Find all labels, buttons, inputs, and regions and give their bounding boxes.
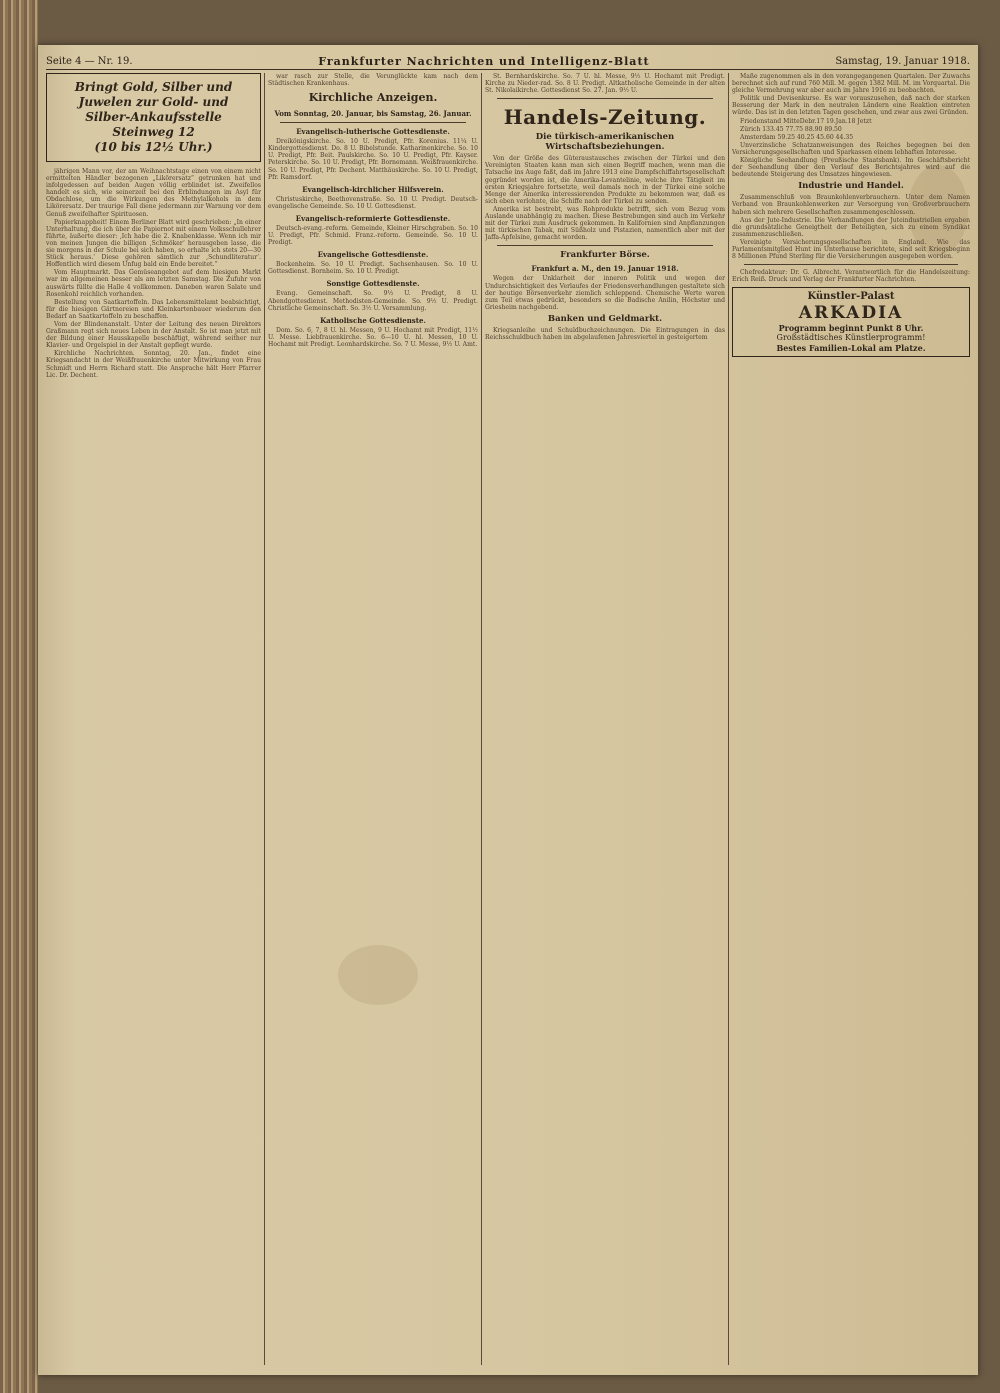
column-3 <box>485 73 725 1367</box>
quote-table-row: Zürich 133.45 77.75 88.90 89.50 <box>740 125 842 133</box>
article-text: Aus der Jute-Industrie. Die Verhandlungen der Juteindustriellen ergaben die grundsätzliche Geneigtheit der Beteiligten, sich zu einem Syndikat zusammenzuschließen. <box>732 216 970 238</box>
listing-text: Evang. Gemeinschaft. So. 9½ U. Predigt, 8 U. Abendgottesdienst. Methodisten-Gemeinde. So. 9½ U. Predigt. Christliche Gemeinschaft. So. 3½ U. Versammlung. <box>268 290 478 312</box>
subsection-heading: Evangelische Gottesdienste. <box>317 250 429 260</box>
arkadia-ad <box>732 287 970 357</box>
arkadia-ad-line: Programm beginnt Punkt 8 Uhr. <box>778 323 924 334</box>
article-text: Kriegsanleihe und Schuldbuchzeichnungen. Die Eintragungen in das Reichsschuldbuch haben im abgelaufenen Jahresviertel in gesteigertem <box>485 326 725 341</box>
column-4 <box>732 73 970 1367</box>
subsection-heading: Sonstige Gottesdienste. <box>326 279 420 289</box>
article-text: Amerika ist bestrebt, was Rohprodukte betrifft, sich vom Bezug vom Auslande unabhängig zu machen. Diese Bestrebungen sind auch im Verkehr mit der Türkei zum Ausdruck gekommen. In Kalifornien sind Anpflanzungen mit türkischen Tabak, mit Süßholz und Pistazien, namentlich aber mit der Jaffa-Apfelsine, gemacht worden. <box>485 205 725 242</box>
article-dateline: Frankfurt a. M., den 19. Januar 1918. <box>531 264 679 274</box>
masthead: Frankfurter Nachrichten und Intelligenz-Blatt <box>318 54 650 68</box>
subsection-heading: Evangelisch-lutherische Gottesdienste. <box>296 127 450 137</box>
article-text: Vom Hauptmarkt. Das Gemüseangebot auf dem hiesigen Markt war im allgemeinen besser als am letzten Samstag. Die Zufuhr von auswärts füllte die Halle 4 vollkommen. Daneben waren Salate und Rosenkohl reichlich vorhanden. <box>46 269 261 298</box>
arkadia-ad-line: Bestes Familien-Lokal am Platze. <box>776 343 926 354</box>
article-text: Vom der Blindenanstalt. Unter der Leitung des neuen Direktors Graßmann regt sich neues Leben in der Anstalt. So ist man jetzt mit der Bildung einer Hausskapelle beschäftigt, während seither nur Klavier- und Orgelspiel in der Anstalt gepflegt wurde. <box>46 320 261 350</box>
subsection-heading: Evangelisch-kirchlicher Hilfsverein. <box>302 184 444 194</box>
newspaper-page <box>38 45 978 1375</box>
article-heading: Industrie und Handel. <box>798 181 904 192</box>
gold-ad-line: Juwelen zur Gold- und <box>78 95 229 109</box>
column-rule <box>728 73 729 1365</box>
article-text: Maße zugenommen als in den vorangegangenen Quartalen. Der Zuwachs berechnet sich auf rund 760 Mill. M. gegen 1382 Mill. M. im Vorquartal. Die gleiche Vermehrung war aber auch im Jahre 1916 zu beobachten. <box>732 73 970 95</box>
arkadia-ad-title: ARKADIA <box>798 303 904 324</box>
listing-text: St. Bernhardskirche. So. 7 U. hl. Messe, 9½ U. Hochamt mit Predigt. Kirche zu Nieder-rad. So. 8 U. Predigt. Altkatholische Gemeinde in der alten St. Nikolaikirche. Gottesdienst So. 27. Jan. 9½ U. <box>485 73 725 95</box>
article-text: Zusammenschluß von Braunkohlenverbrauchern. Unter dem Namen Verband von Braunkohlenwerken zur Versorgung von Großverbrauchern haben sich mehrere Gesellschaften zusammengeschlossen. <box>732 194 970 216</box>
subsection-heading: Evangelisch-reformierte Gottesdienste. <box>295 213 451 223</box>
listing-text: Bockenheim. So. 10 U. Predigt. Sachsenhausen. So. 10 U. Gottesdienst. Bornheim. So. 10 U. Predigt. <box>268 261 478 276</box>
article-text: Papierknappheit! Einem Berliner Blatt wird geschrieben: „In einer Unterhaltung, die ich über die Papiernot mit einem Volksschullehrer führte, äußerte dieser: ,Ich habe die 2. Knabenklasse. Wenn ich mir von meinen Jungen die billigen ,Schmöker‘ herausgeben lasse, die sie morgens in der Schule bei sich haben, so erhalte ich stets 20—30 Stück heraus.‘ Diese gehören sämtlich zur ,Schundliteratur‘. Hoffentlich wird diesem Unfug bald ein Ende bereitet.“ <box>46 218 261 269</box>
gold-ad-line: Silber-Ankaufsstelle Steinweg 12 <box>85 110 222 139</box>
article-text: Königliche Seehandlung (Preußische Staatsbank). Im Geschäftsbericht der Seehandlung über den Verlauf des Berichtsjahres wird auf die bedeutende Steigerung des Umsatzes hingewiesen. <box>732 157 970 179</box>
arkadia-ad-line: Künstler-Palast <box>807 291 895 303</box>
article-text: Wegen der Unklarheit der inneren Politik und wegen der Undurchsichtigkeit des Verlaufes der Friedensverhandlungen gestaltete sich der heutige Börsenverkehr ziemlich schleppend. Chemische Werte waren zum Teil etwas gedrückt, besonders so die Badische Anilin, Höchster und Griesheim nachgebend. <box>485 275 725 311</box>
section-heading: Kirchliche Anzeigen. <box>308 91 438 105</box>
subsection-heading: Katholische Gottesdienste. <box>320 315 426 325</box>
column-rule <box>264 73 265 1365</box>
issue-date: Samstag, 19. Januar 1918. <box>835 55 970 67</box>
article-heading: Banken und Geldmarkt. <box>547 313 663 324</box>
article-text: Politik und Devisenkurse. Es war vorauszusehen, daß nach der starken Besserung der Mark in den neutralen Ländern eine Reaktion eintreten würde. Das ist in den letzten Tagen geschehen, und zwar aus zwei Gründen. <box>732 95 970 117</box>
article-text: jährigen Mann vor, der am Weihnachtstage einen von einem nicht ermittelten Händler bezogenen „Likörersatz“ getrunken hat und infolgedessen auf beiden Augen völlig erblindet ist. Zweifellos handelt es sich, wie seinerzeit bei den Erblindungen im Asyl für Obdachlose, um die Wirkungen des Methylalkohols in dem Likörersatz. Der traurige Fall diene jedermann zur Warnung vor dem Genuß zweifelhafter Spirituosen. <box>46 168 261 218</box>
divider <box>744 264 958 265</box>
column-1 <box>46 73 261 1367</box>
article-text: Kirchliche Nachrichten. Sonntag, 20. Jan., findet eine Kriegsandacht in der Weißfrauenkirche unter Mitwirkung von Frau Schmidt und Herrn Richard statt. Die Ansprache hält Herr Pfarrer Lic. Dr. Dechent. <box>46 350 261 379</box>
article-text: Unverzinsliche Schatzanweisungen des Reiches begegnen bei den Versicherungsgesellschaften und Sparkassen einem lebhaften Interesse. <box>732 141 970 156</box>
article-text: Von der Größe des Güteraustausches zwischen der Türkei und den Vereinigten Staaten kann man sich einen Begriff machen, wenn man die Tatsache ins Auge faßt, daß im Jahre 1913 eine Dampfschiffahrtsgesellschaft gegründet worden ist, die Amerika-Levantelinie, welche ihre Tätigkeit im ersten Kriegsjahre fortsetzte, weil damals noch in der Türkei eine solche Menge der Amerika interessierenden Produkte zu bekommen war, daß es sich eben verlohnte, die Schiffe nach der Türkei zu senden. <box>485 155 725 205</box>
quote-table-row: Amsterdam 59.25 40.25 45.60 44.35 <box>740 133 854 141</box>
gold-ad-line: (10 bis 12½ Uhr.) <box>94 140 213 154</box>
date-range: Vom Sonntag, 20. Januar, bis Samstag, 26. Januar. <box>274 109 472 119</box>
listing-text: Dom. So. 6, 7, 8 U. hl. Messen, 9 U. Hochamt mit Predigt, 11½ U. Messe. Liebfrauenkirche. So. 6—10 U. hl. Messen, 10 U. Hochamt mit Predigt. Leonhardskirche. So. 7 U. Messe, 9½ U. Amt. <box>268 326 478 348</box>
listing-text: Dreikönigskirche. So. 10 U. Predigt, Pfr. Korenius. 11¼ U. Kindergottesdienst. Do. 8 U. Bibelstunde. Katharinenkirche. So. 10 U. Predigt, Pfr. Beit. Paulskirche. So. 10 U. Predigt, Pfr. Kayser. Peterskirche. So. 10 U. Predigt, Pfr. Bornemann. Weißfrauenkirche. So. 10 U. Predigt, Pfr. Dechent. Matthäuskirche. So. 10 U. Predigt, Pfr. Ramsdorf. <box>268 138 478 181</box>
divider <box>497 245 713 246</box>
article-heading: Die türkisch-amerikanischen Wirtschaftsbeziehungen. <box>535 132 675 153</box>
quote-table-header: Friedenstand MitteDebr.17 19.Jan.18 Jetzt <box>740 117 872 125</box>
article-text: Bestellung von Saatkartoffeln. Das Lebensmittelamt beabsichtigt, für die hiesigen Gärtnereien und Kleinkartenbauer wiederum den Bedarf an Saatkartoffeln zu beschaffen. <box>46 298 261 320</box>
column-2 <box>268 73 478 1367</box>
imprint-text: Chefredakteur: Dr. G. Albrecht. Verantwortlich für die Handelszeitung: Erich Reiß. Druck und Verlag der Frankfurter Nachrichten. <box>732 269 970 284</box>
article-heading: Frankfurter Börse. <box>560 250 650 261</box>
page-number: Seite 4 — Nr. 19. <box>46 55 133 67</box>
listing-text: Christuskirche, Beethovenstraße. So. 10 U. Predigt. Deutsch-evangelische Gemeinde. So. 10 U. Gottesdienst. <box>268 195 478 210</box>
section-heading: Handels-Zeitung. <box>503 105 707 130</box>
divider <box>497 98 713 99</box>
listing-text: Deutsch-evang.-reform. Gemeinde, Kleiner Hirschgraben. So. 10 U. Predigt, Pfr. Schmid. Franz.-reform. Gemeinde. So. 10 U. Predigt. <box>268 224 478 247</box>
book-spine <box>0 0 38 1393</box>
article-text: war rasch zur Stelle, die Verunglückte kam nach dem Städtischen Krankenhaus. <box>268 73 478 88</box>
article-text: Vereinigte Versicherungsgesellschaften in England. Wie das Parlamentsmitglied Hunt im Unterhause berichtete, sind seit Kriegsbeginn 8 Millionen Pfund Sterling für die Versicherungen ausgegeben worden. <box>732 238 970 261</box>
column-rule <box>481 73 482 1365</box>
page-header <box>46 53 970 70</box>
divider <box>280 122 466 123</box>
gold-ad <box>46 73 261 162</box>
gold-ad-line: Bringt Gold, Silber und <box>74 80 233 94</box>
arkadia-ad-line: Großstädtisches Künstlerprogramm! <box>776 333 926 343</box>
